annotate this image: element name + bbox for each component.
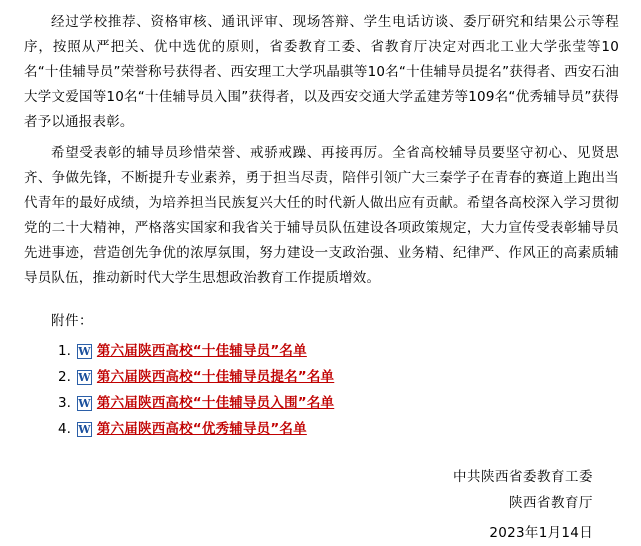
- attachment-item[interactable]: [24, 364, 619, 390]
- word-doc-icon: [77, 422, 92, 437]
- signature-date: 2023年1月14日: [489, 525, 593, 541]
- body-paragraph-1: 经过学校推荐、资格审核、通讯评审、现场答辩、学生电话访谈、委厅研究和结果公示等程序，按照从严把关、优中选优的原则，省委教育工委、省教育厅决定对西北工业大学张莹等10名“十佳辅导员”荣誉称号获得者、西安理工大学巩晶骐等10名“十佳辅导员提名”获得者、西安石油大学文爱国等10名“十佳辅导员入围”获得者，以及西安交通大学孟建芳等109名“优秀辅导员”获得者予以通报表彰。: [24, 14, 619, 130]
- attachment-item[interactable]: [24, 416, 619, 442]
- word-doc-icon: [77, 396, 92, 411]
- attachment-item[interactable]: [24, 338, 619, 364]
- attachment-number: 2.: [58, 369, 71, 385]
- attachment-link[interactable]: 第六届陕西高校“优秀辅导员”名单: [96, 421, 307, 437]
- attachment-link[interactable]: 第六届陕西高校“十佳辅导员提名”名单: [96, 369, 335, 385]
- signature-organization-2: 陕西省教育厅: [509, 495, 593, 511]
- word-doc-icon: [77, 370, 92, 385]
- attachment-link[interactable]: 第六届陕西高校“十佳辅导员入围”名单: [96, 395, 335, 411]
- body-paragraph-2: 希望受表彰的辅导员珍惜荣誉、戒骄戒躁、再接再厉。全省高校辅导员要坚守初心、见贤思齐、争做先锋，不断提升专业素养，勇于担当尽责，陪伴引领广大三秦学子在青春的赛道上跑出当代青年的最好成绩，为培养担当民族复兴大任的时代新人做出应有贡献。希望各高校深入学习贯彻党的二十大精神，严格落实国家和我省关于辅导员队伍建设各项政策规定，大力宣传受表彰辅导员先进事迹，营造创先争优的浓厚氛围，努力建设一支政治强、业务精、纪律严、作风正的高素质辅导员队伍，推动新时代大学生思想政治教育工作提质增效。: [24, 145, 619, 286]
- attachments-label: 附件：: [51, 313, 93, 329]
- signature-block: [24, 464, 619, 546]
- signature-organization-1: 中共陕西省委教育工委: [453, 469, 593, 485]
- attachment-number: 1.: [58, 343, 71, 359]
- attachment-number: 4.: [58, 421, 71, 437]
- word-doc-icon: [77, 344, 92, 359]
- attachment-number: 3.: [58, 395, 71, 411]
- attachments-list: [24, 338, 619, 442]
- attachment-link[interactable]: 第六届陕西高校“十佳辅导员”名单: [96, 343, 307, 359]
- attachment-item[interactable]: [24, 390, 619, 416]
